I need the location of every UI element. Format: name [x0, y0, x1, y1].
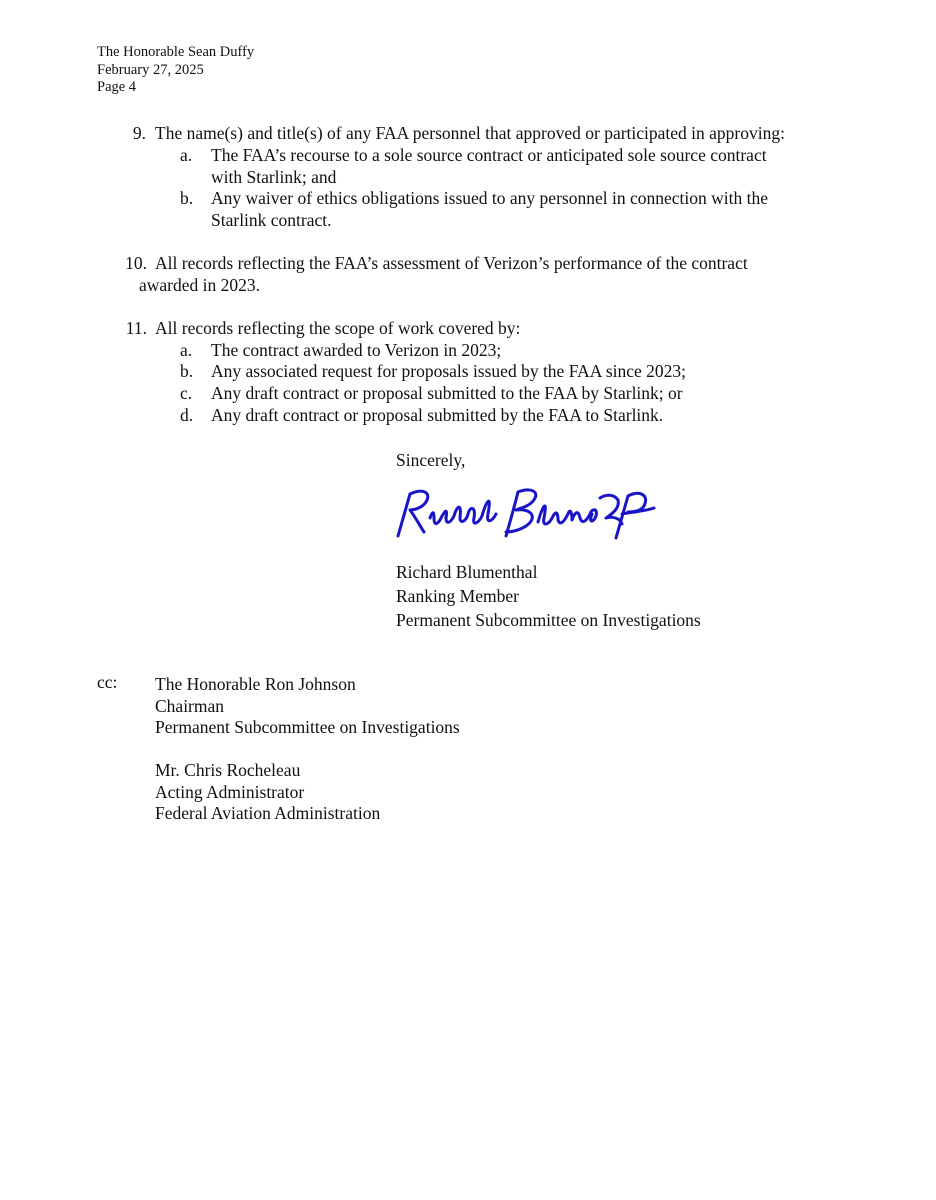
item-10-number: 10. — [125, 253, 147, 273]
item-11-text: All records reflecting the scope of work covered by: — [155, 318, 521, 338]
cc-recipient-2-name: Mr. Chris Rocheleau — [155, 760, 301, 780]
cc-recipient-1-title: Chairman — [155, 695, 225, 716]
header-page-number: Page 4 — [97, 79, 137, 95]
signer-title: Ranking Member — [396, 586, 519, 606]
item-11-sub-c-text: Any draft contract or proposal submitted to the FAA by Starlink; or — [211, 383, 683, 403]
item-9-text: The name(s) and title(s) of any FAA personnel that approved or participated in approving: — [155, 123, 785, 143]
cc-recipient-1-name: The Honorable Ron Johnson — [155, 674, 356, 694]
cc-recipient-2-org: Federal Aviation Administration — [155, 803, 381, 823]
item-9-sub-a-letter: a. — [180, 145, 193, 165]
item-11-sub-d-text: Any draft contract or proposal submitted by the FAA to Starlink. — [211, 405, 664, 425]
item-9-sub-a-line1: The FAA’s recourse to a sole source contract or anticipated sole source contract — [211, 145, 767, 165]
closing-salutation: Sincerely, — [396, 450, 466, 470]
page-header — [97, 44, 254, 97]
header-recipient: The Honorable Sean Duffy — [97, 44, 255, 60]
item-11-sub-c-letter: c. — [180, 383, 193, 403]
item-10-line2: awarded in 2023. — [139, 274, 261, 295]
signature-block — [396, 560, 701, 632]
item-9-number: 9. — [132, 123, 146, 143]
item-11-sub-b-text: Any associated request for proposals issued by the FAA since 2023; — [211, 361, 687, 381]
item-9-sub-b-line2: Starlink contract. — [211, 209, 332, 230]
cc-recipient-1 — [155, 674, 460, 739]
header-date: February 27, 2025 — [97, 61, 204, 78]
item-10-line1: All records reflecting the FAA’s assessment of Verizon’s performance of the contract — [155, 253, 748, 273]
item-11-sub-a-letter: a. — [180, 340, 193, 360]
item-9-sub-b-letter: b. — [180, 188, 194, 208]
item-9-sub-a-line2: with Starlink; and — [211, 166, 337, 187]
item-11-sub-a-text: The contract awarded to Verizon in 2023; — [211, 340, 502, 360]
cc-recipient-2-title: Acting Administrator — [155, 781, 305, 802]
handwritten-signature — [392, 478, 662, 550]
item-11-sub-b-letter: b. — [180, 361, 194, 381]
item-11-number: 11. — [125, 318, 147, 338]
cc-recipient-2 — [155, 760, 380, 825]
cc-recipient-1-org: Permanent Subcommittee on Investigations — [155, 717, 460, 737]
cc-label: cc: — [97, 672, 118, 692]
signer-committee: Permanent Subcommittee on Investigations — [396, 610, 701, 630]
item-9-sub-b-line1: Any waiver of ethics obligations issued to any personnel in connection with the — [211, 188, 768, 208]
signer-name: Richard Blumenthal — [396, 562, 538, 582]
item-11-sub-d-letter: d. — [180, 405, 194, 425]
